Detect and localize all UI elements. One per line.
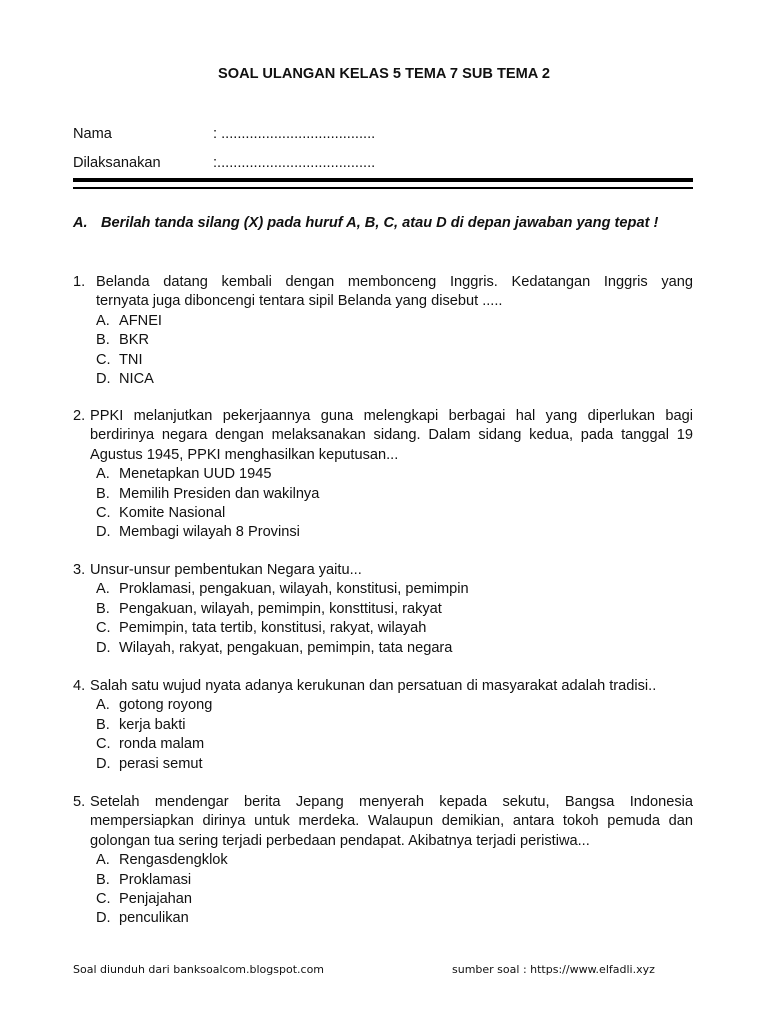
answer-option[interactable]	[96, 580, 693, 599]
option-text: Memilih Presiden dan wakilnya	[119, 485, 320, 502]
answer-option[interactable]	[96, 871, 693, 890]
instruction-number: A.	[73, 215, 88, 231]
question-text-line: mempersiapkan dirinya untuk merdeka. Walaupun demikian, antara tokoh pemuda dan	[90, 813, 693, 830]
option-letter: B.	[96, 716, 110, 733]
option-letter: A.	[96, 466, 110, 483]
answer-option[interactable]	[96, 351, 693, 370]
question-number: 4.	[73, 678, 86, 694]
answer-option[interactable]	[96, 716, 693, 735]
name-label: Nama	[73, 126, 112, 142]
instruction	[73, 215, 658, 231]
answer-option[interactable]	[96, 331, 693, 350]
option-text: Pengakuan, wilayah, pemimpin, konsttitusi, rakyat	[119, 600, 442, 617]
answer-option[interactable]	[96, 696, 693, 715]
answer-option[interactable]	[96, 370, 693, 389]
answer-option[interactable]	[96, 619, 693, 638]
divider-thick	[73, 178, 693, 182]
footer-source-left: Soal diunduh dari banksoalcom.blogspot.com	[73, 963, 325, 976]
answer-option[interactable]	[96, 890, 693, 909]
option-letter: B.	[96, 871, 110, 888]
answer-option[interactable]	[96, 639, 693, 658]
option-letter: C.	[96, 891, 111, 908]
answer-option[interactable]	[96, 504, 693, 523]
option-text: Komite Nasional	[119, 505, 226, 522]
footer-source-right: sumber soal : https://www.elfadli.xyz	[452, 963, 655, 976]
option-letter: D.	[96, 639, 111, 656]
answer-option[interactable]	[96, 755, 693, 774]
answer-option[interactable]	[96, 485, 693, 504]
question-2	[73, 407, 693, 543]
question-number: 2.	[73, 408, 86, 424]
option-letter: D.	[96, 371, 111, 388]
option-letter: C.	[96, 505, 111, 522]
option-text: ronda malam	[119, 736, 205, 753]
option-letter: B.	[96, 485, 110, 502]
option-text: Membagi wilayah 8 Provinsi	[119, 524, 300, 541]
question-text-line: berdirinya negara dengan melaksanakan sidang. Dalam sidang kedua, pada tanggal 19	[90, 427, 693, 444]
question-text-line: Agustus 1945, PPKI menghasilkan keputusan...	[90, 446, 399, 463]
option-text: NICA	[119, 371, 154, 388]
question-text-line: ternyata juga diboncengi tentara sipil Belanda yang disebut .....	[96, 293, 503, 310]
option-letter: A.	[96, 312, 110, 329]
answer-option[interactable]	[96, 523, 693, 542]
option-text: BKR	[119, 332, 150, 349]
option-letter: C.	[96, 351, 111, 368]
date-label: Dilaksanakan	[73, 155, 161, 171]
question-text-line: Salah satu wujud nyata adanya kerukunan dan persatuan di masyarakat adalah tradisi..	[90, 678, 657, 694]
question-text-line: Setelah mendengar berita Jepang menyerah kepada sekutu, Bangsa Indonesia	[90, 794, 693, 810]
question-text-line: Unsur-unsur pembentukan Negara yaitu...	[90, 562, 362, 578]
answer-option[interactable]	[96, 600, 693, 619]
page-title: SOAL ULANGAN KELAS 5 TEMA 7 SUB TEMA 2	[218, 66, 550, 82]
question-1	[73, 273, 693, 389]
option-letter: B.	[96, 600, 110, 617]
answer-option[interactable]	[96, 851, 693, 870]
option-letter: A.	[96, 581, 110, 598]
answer-option[interactable]	[96, 465, 693, 484]
answer-option[interactable]	[96, 312, 693, 331]
question-number: 1.	[73, 274, 86, 290]
option-text: Menetapkan UUD 1945	[119, 466, 272, 483]
name-field: : ......................................	[213, 126, 376, 142]
question-5	[73, 793, 693, 929]
question-number: 5.	[73, 794, 86, 810]
option-letter: D.	[96, 524, 111, 541]
instruction-text: Berilah tanda silang (X) pada huruf A, B, C, atau D di depan jawaban yang tepat !	[101, 215, 659, 231]
option-text: gotong royong	[119, 697, 213, 714]
option-letter: C.	[96, 620, 111, 637]
date-field: :.......................................	[213, 155, 376, 171]
option-text: kerja bakti	[119, 716, 186, 733]
question-3	[73, 561, 693, 658]
option-letter: D.	[96, 910, 111, 927]
answer-option[interactable]	[96, 909, 693, 928]
option-letter: A.	[96, 697, 110, 714]
option-letter: D.	[96, 755, 111, 772]
option-letter: B.	[96, 332, 110, 349]
option-text: Pemimpin, tata tertib, konstitusi, rakyat, wilayah	[119, 620, 427, 637]
option-text: TNI	[119, 351, 143, 368]
option-letter: C.	[96, 736, 111, 753]
option-text: penculikan	[119, 910, 189, 927]
question-text-line: PPKI melanjutkan pekerjaannya guna melengkapi berbagai hal yang diperlukan bagi	[90, 408, 693, 424]
answer-option[interactable]	[96, 735, 693, 754]
question-text-line: Belanda datang kembali dengan membonceng Inggris. Kedatangan Inggris yang	[96, 274, 693, 290]
option-text: Penjajahan	[119, 891, 193, 908]
option-text: Proklamasi, pengakuan, wilayah, konstitusi, pemimpin	[119, 581, 469, 598]
question-4	[73, 677, 693, 774]
option-text: Proklamasi	[119, 871, 192, 888]
question-number: 3.	[73, 562, 86, 578]
option-text: perasi semut	[119, 755, 203, 772]
option-text: Rengasdengklok	[119, 852, 228, 869]
option-text: Wilayah, rakyat, pengakuan, pemimpin, tata negara	[119, 639, 453, 656]
question-text-line: golongan tua sering terjadi perbedaan pendapat. Akibatnya terjadi peristiwa...	[90, 832, 590, 849]
divider-thin	[73, 187, 693, 189]
option-letter: A.	[96, 852, 110, 869]
option-text: AFNEI	[119, 312, 162, 329]
